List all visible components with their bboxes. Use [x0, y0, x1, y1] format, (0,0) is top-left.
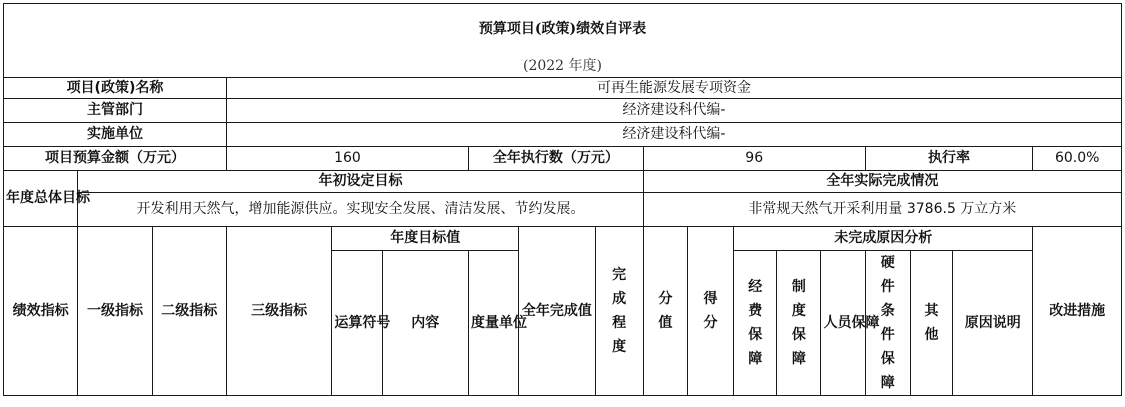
- score-value-header: 分值: [643, 227, 687, 396]
- score-header: 得分: [687, 227, 733, 396]
- reason-analysis-header: 未完成原因分析: [734, 227, 1033, 251]
- unit-label: 实施单位: [4, 123, 227, 147]
- initial-target-label: 年初设定目标: [78, 171, 643, 193]
- dept-label: 主管部门: [4, 99, 227, 123]
- performance-table: [3, 3, 1122, 396]
- overall-target-label: 年度总体目标: [4, 171, 78, 227]
- unit-value: 经济建设科代编-: [226, 123, 1121, 147]
- exec-label: 全年执行数（万元）: [468, 147, 643, 171]
- budget-label: 项目预算金额（万元）: [4, 147, 227, 171]
- level3-header: 三级指标: [226, 227, 331, 396]
- initial-target-text: 开发利用天然气，增加能源供应。实现安全发展、清洁发展、节约发展。: [78, 193, 643, 227]
- completed-value-header: 全年完成值: [519, 227, 595, 396]
- level2-header: 二级指标: [152, 227, 226, 396]
- rate-label: 执行率: [865, 147, 1033, 171]
- funding-header: 经费保障: [734, 251, 777, 396]
- exec-value: 96: [643, 147, 865, 171]
- project-name-label: 项目(政策)名称: [4, 78, 227, 99]
- level1-header: 一级指标: [78, 227, 152, 396]
- other-header: 其他: [910, 251, 952, 396]
- actual-completion-text: 非常规天然气开采利用量 3786.5 万立方米: [643, 193, 1121, 227]
- hardware-header: 硬件条件保障: [865, 251, 910, 396]
- content-header: 内容: [382, 251, 468, 396]
- system-header: 制度保障: [777, 251, 821, 396]
- operator-header: 运算符号: [332, 251, 382, 396]
- completion-degree-header: 完成程度: [595, 227, 643, 396]
- dept-value: 经济建设科代编-: [226, 99, 1121, 123]
- improvement-header: 改进措施: [1033, 227, 1122, 396]
- form-year: (2022 年度): [4, 56, 1122, 78]
- budget-value: 160: [226, 147, 468, 171]
- reason-desc-header: 原因说明: [953, 251, 1033, 396]
- form-title: 预算项目(政策)绩效自评表: [4, 4, 1122, 56]
- unit-measure-header: 度量单位: [468, 251, 518, 396]
- rate-value: 60.0%: [1033, 147, 1122, 171]
- annual-target-header: 年度目标值: [332, 227, 519, 251]
- indicator-header: 绩效指标: [4, 227, 78, 396]
- project-name-value: 可再生能源发展专项资金: [226, 78, 1121, 99]
- actual-completion-label: 全年实际完成情况: [643, 171, 1121, 193]
- personnel-header: 人员保障: [821, 251, 865, 396]
